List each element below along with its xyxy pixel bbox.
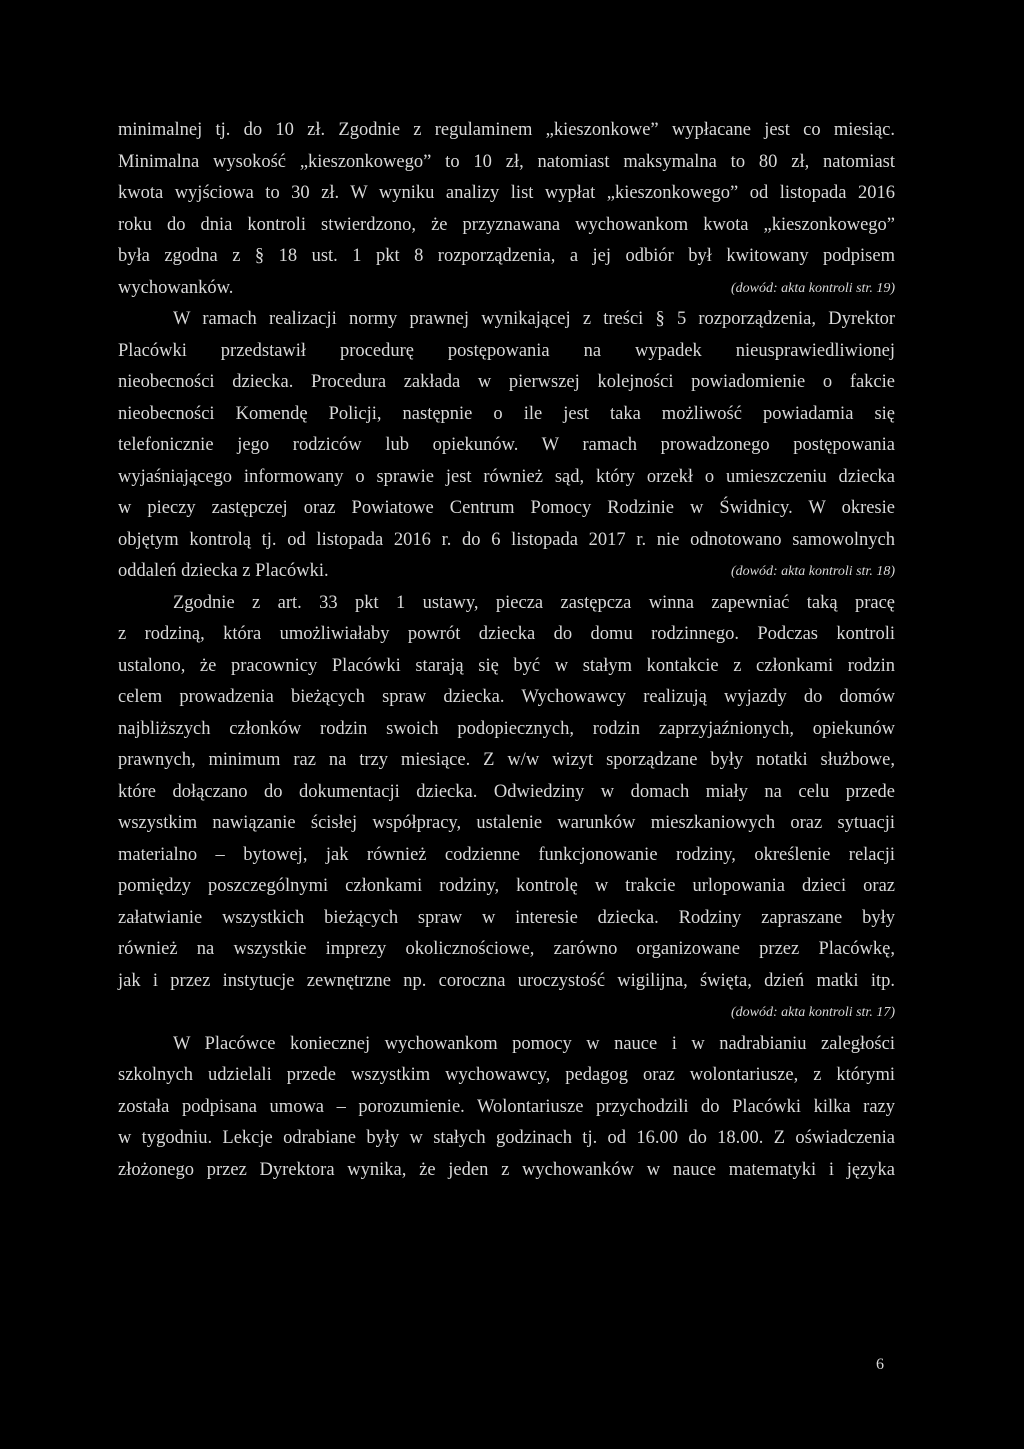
text-line: z rodziną, która umożliwiałaby powrót dziecka do domu rodzinnego. Podczas kontroli: [118, 624, 895, 644]
text-line: w pieczy zastępczej oraz Powiatowe Centrum Pomocy Rodzinie w Świdnicy. W okresie: [118, 498, 895, 518]
text-line: celem prowadzenia bieżących spraw dziecka. Wychowawcy realizują wyjazdy do domów: [118, 687, 895, 707]
text-line: Placówki przedstawił procedurę postępowania na wypadek nieusprawiedliwionej: [118, 340, 895, 361]
text-line: załatwianie wszystkich bieżących spraw w interesie dziecka. Rodziny zapraszane były: [118, 907, 895, 928]
paragraph-family-contact: [118, 588, 895, 1029]
text-line: w tygodniu. Lekcje odrabiane były w stałych godzinach tj. od 16.00 do 18.00. Z oświadczenia: [118, 1128, 895, 1148]
text-line: jak i przez instytucje zewnętrzne np. coroczna uroczystość wigilijna, święta, dzień matki itp.: [118, 970, 895, 991]
text-line-with-evidence: [118, 273, 895, 305]
text-line: objętym kontrolą tj. od listopada 2016 r. do 6 listopada 2017 r. nie odnotowano samowolnych: [118, 529, 895, 550]
text-line: materialno – bytowej, jak również codzienne funkcjonowanie rodziny, określenie relacji: [118, 844, 895, 865]
text-line: prawnych, minimum raz na trzy miesiące. Z w/w wizyt sporządzane były notatki służbowe,: [118, 750, 895, 770]
text-line: roku do dnia kontroli stwierdzono, że przyznawana wychowankom kwota „kieszonkowego”: [118, 214, 895, 235]
text-line: telefonicznie jego rodziców lub opiekunów. W ramach prowadzonego postępowania: [118, 435, 895, 455]
text-line: kwota wyjściowa to 30 zł. W wyniku analizy list wypłat „kieszonkowego” od listopada 2016: [118, 183, 895, 203]
paragraph-learning-help: [118, 1029, 895, 1187]
text-line-with-evidence: [118, 556, 895, 588]
page-number: 6: [876, 1356, 884, 1373]
text-line: pomiędzy poszczególnymi członkami rodziny, kontrolę w trakcie urlopowania dzieci oraz: [118, 876, 895, 896]
text-line: nieobecności dziecka. Procedura zakłada w pierwszej kolejności powiadomienie o fakcie: [118, 372, 895, 392]
text-line: wszystkim nawiązanie ścisłej współpracy, ustalenie warunków mieszkaniowych oraz sytuacji: [118, 813, 895, 833]
text-line: była zgodna z § 18 ust. 1 pkt 8 rozporządzenia, a jej odbiór był kwitowany podpisem: [118, 246, 895, 266]
document-page: [118, 115, 895, 1186]
text-line: wychowanków.: [118, 277, 234, 298]
text-line: oddaleń dziecka z Placówki.: [118, 561, 329, 581]
text-line: Zgodnie z art. 33 pkt 1 ustawy, piecza zastępcza winna zapewniać taką pracę: [173, 592, 895, 613]
text-line: najbliższych członków rodzin swoich podopiecznych, rodzin zaprzyjaźnionych, opiekunów: [118, 718, 895, 739]
text-line: minimalnej tj. do 10 zł. Zgodnie z regulaminem „kieszonkowe” wypłacane jest co miesiąc.: [118, 120, 895, 140]
text-line: W Placówce koniecznej wychowankom pomocy w nauce i w nadrabianiu zaległości: [173, 1033, 895, 1054]
evidence-reference: (dowód: akta kontroli str. 18): [731, 564, 895, 579]
text-line: W ramach realizacji normy prawnej wynikającej z treści § 5 rozporządzenia, Dyrektor: [173, 309, 895, 329]
paragraph-absence-procedure: [118, 304, 895, 588]
text-line: nieobecności Komendę Policji, następnie o ile jest taka możliwość powiadamia się: [118, 403, 895, 424]
text-line: złożonego przez Dyrektora wynika, że jeden z wychowanków w nauce matematyki i języka: [118, 1159, 895, 1180]
evidence-reference: (dowód: akta kontroli str. 17): [731, 1005, 895, 1020]
text-line: została podpisana umowa – porozumienie. Wolontariusze przychodzili do Placówki kilka razy: [118, 1096, 895, 1117]
evidence-reference: (dowód: akta kontroli str. 19): [731, 280, 895, 296]
text-line: wyjaśniającego informowany o sprawie jest również sąd, który orzekł o umieszczeniu dziecka: [118, 466, 895, 487]
paragraph-pocket-money: [118, 115, 895, 304]
text-line: które dołączano do dokumentacji dziecka. Odwiedziny w domach miały na celu przede: [118, 781, 895, 802]
text-line: Minimalna wysokość „kieszonkowego” to 10 zł, natomiast maksymalna to 80 zł, natomiast: [118, 151, 895, 172]
text-line: szkolnych udzielali przede wszystkim wychowawcy, pedagog oraz wolontariusze, z którymi: [118, 1065, 895, 1085]
text-line: również na wszystkie imprezy okolicznościowe, zarówno organizowane przez Placówkę,: [118, 939, 895, 959]
text-line: ustalono, że pracownicy Placówki starają się być w stałym kontakcie z członkami rodzin: [118, 655, 895, 676]
